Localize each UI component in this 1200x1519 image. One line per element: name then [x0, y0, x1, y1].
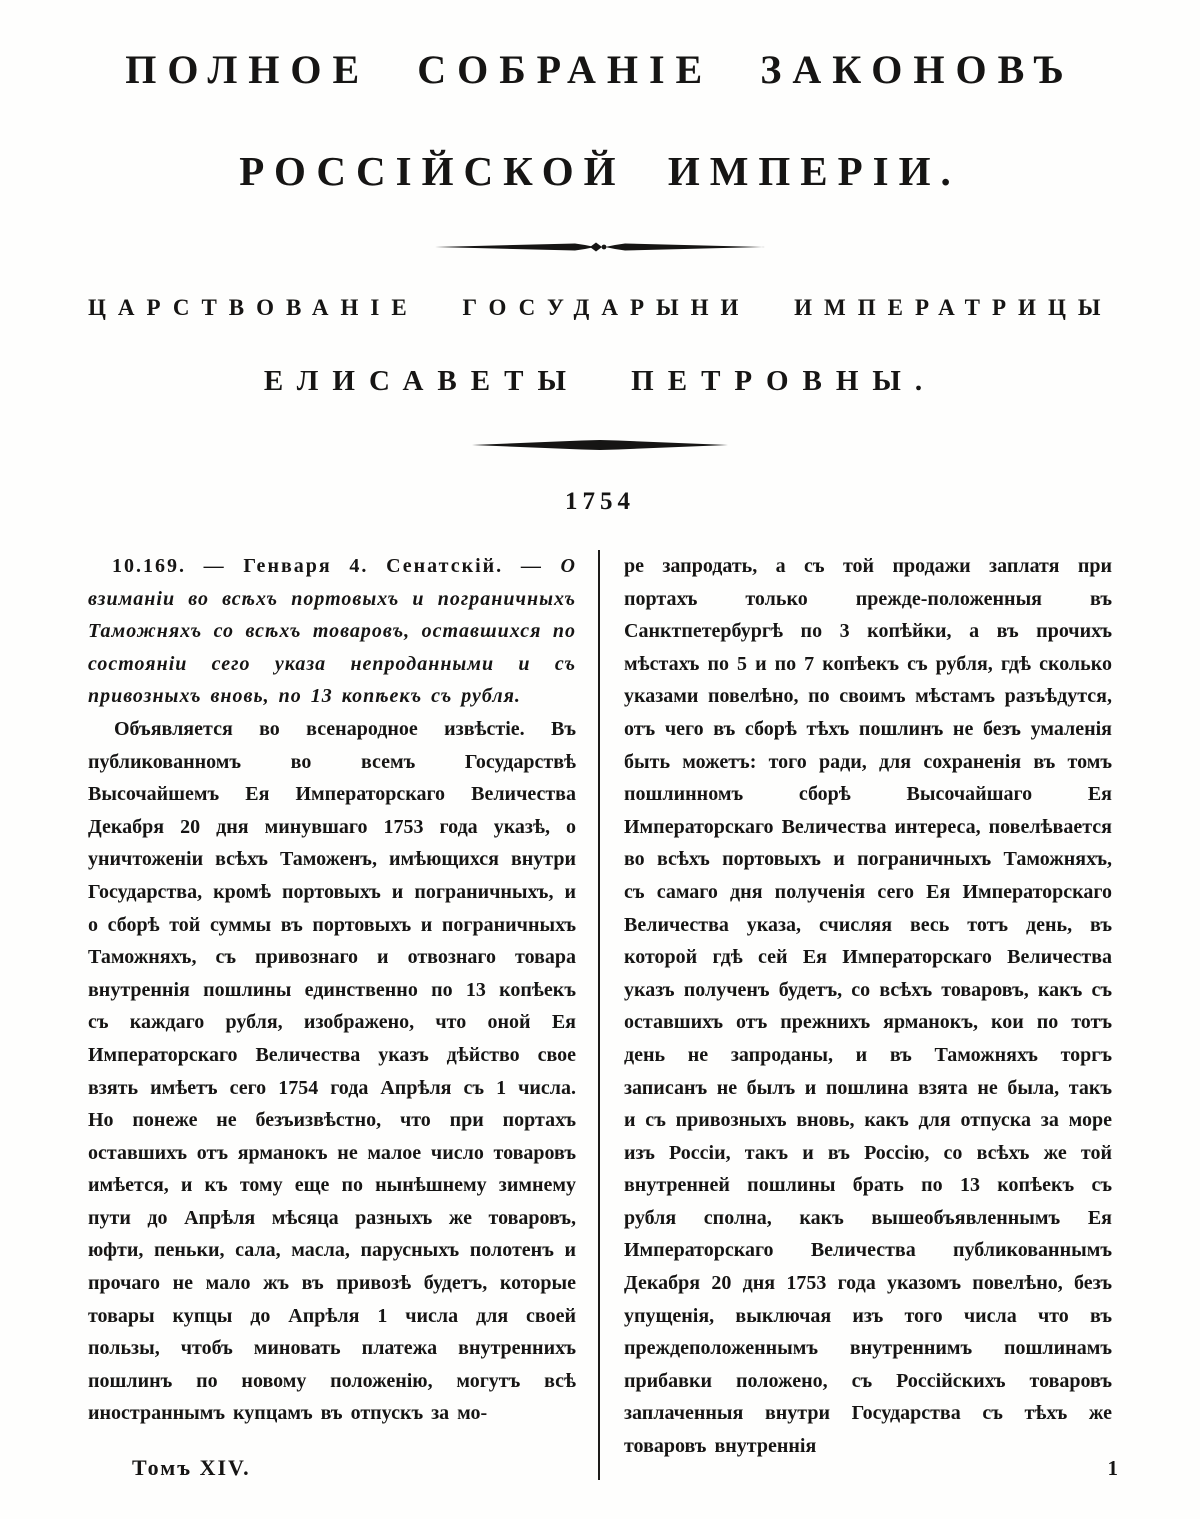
left-column — [88, 550, 598, 1480]
right-column — [600, 550, 1112, 1480]
page-title-line-2: РОССІЙСКОЙ ИМПЕРІИ. — [239, 148, 961, 194]
empress-name: ЕЛИСАВЕТЫ ПЕТРОВНЫ. — [263, 365, 937, 397]
article-body-right: ре запродать, а съ той продажи заплатя при портахъ только прежде-положенныя въ Санктпетербургѣ по 3 копѣйки, а въ прочихъ мѣстахъ по 5 и по 7 копѣекъ съ рубля, гдѣ сколько указами повелѣно, по своимъ мѣстамъ разъѣдутся, отъ чего въ сборѣ тѣхъ пошлинъ не безъ умаленія быть можетъ: того ради, для сохраненія въ томъ пошлинномъ сборѣ Высочайшаго Ея Императорскаго Величества интереса, повелѣвается во всѣхъ портовыхъ и пограничныхъ Таможняхъ, съ самаго дня полученія сего Ея Императорскаго Величества указа, счисляя весь тотъ день, въ которой гдѣ сей Ея Императорскаго Величества указъ полученъ будетъ, со всѣхъ товаровъ, какъ съ оставшихъ отъ прежнихъ ярманокъ, кои по тотъ день не запроданы, и въ Таможняхъ торгъ записанъ не былъ и пошлина взята не была, такъ и съ привозныхъ вновь, какъ для отпуска за море изъ Россіи, такъ и въ Россію, со всѣхъ же той внутренней пошлины брать по 13 копѣекъ съ рубля сполна, какъ вышеобъявленнымъ Ея Императорскаго Величества публикованнымъ Декабря 20 дня 1753 года указомъ повелѣно, безъ упущенія, выключая изъ того числа что въ преждеположеннымъ внутреннимъ пошлинамъ прибавки положено, съ Россійскихъ товаровъ заплаченныя внутри Государства съ тѣхъ же товаровъ внутреннія — [624, 555, 1112, 1458]
article-heading — [88, 550, 576, 713]
footer-page-number: 1 — [1107, 1456, 1118, 1480]
article-title-italic: О взиманіи во всѣхъ портовыхъ и пограничныхъ Таможняхъ со всѣхъ товаровъ, оставшихся по состояніи сего указа непроданными и съ привозныхъ вновь, по 13 копѣекъ съ рубля. — [88, 555, 576, 708]
article-body-left: Объявляется во всенародное извѣстіе. Въ публикованномъ во всемъ Государствѣ Высочайшемъ Ея Императорскаго Величества Декабря 20 дня минувшаго 1753 года указѣ, о уничтоженіи всѣхъ Таможенъ, имѣющихся внутри Государства, кромѣ портовыхъ и пограничныхъ, и о сборѣ той суммы въ портовыхъ и пограничныхъ Таможняхъ, съ привознаго и отвознаго товара внутреннія пошлины единственно по 13 копѣекъ съ каждаго рубля, изображено, что оной Ея Императорскаго Величества указъ дѣйство свое взять имѣетъ сего 1754 года Апрѣля съ 1 числа. Но понеже не безъизвѣстно, что при портахъ оставшихъ отъ ярманокъ не малое число товаровъ имѣется, и къ тому еще по нынѣшнему зимнему пути до Апрѣля мѣсяца разныхъ же товаровъ, юфти, пеньки, сала, масла, парусныхъ полотенъ и прочаго не мало жъ въ привозѣ будетъ, которые товары купцы до Апрѣля 1 числа для своей пользы, чтобъ миновать платежа внутреннихъ пошлинъ по новому положенію, могутъ всѣ иностраннымъ купцамъ въ отпускъ за мо- — [88, 717, 576, 1425]
swelled-rule-ornament-top — [435, 239, 765, 255]
page-title-line-1: ПОЛНОЕ СОБРАНІЕ ЗАКОНОВЪ — [125, 47, 1075, 92]
swelled-rule-ornament-middle — [472, 438, 728, 452]
article-number-and-date: 10.169. — Генваря 4. Сенатскій. — — [112, 555, 561, 577]
year-heading: 1754 — [565, 488, 635, 515]
two-column-text-block — [88, 550, 1112, 1480]
footer-volume-label: Томъ XIV. — [132, 1455, 251, 1480]
reign-subtitle: ЦАРСТВОВАНІЕ ГОСУДАРЫНИ ИМПЕРАТРИЦЫ — [88, 295, 1113, 320]
